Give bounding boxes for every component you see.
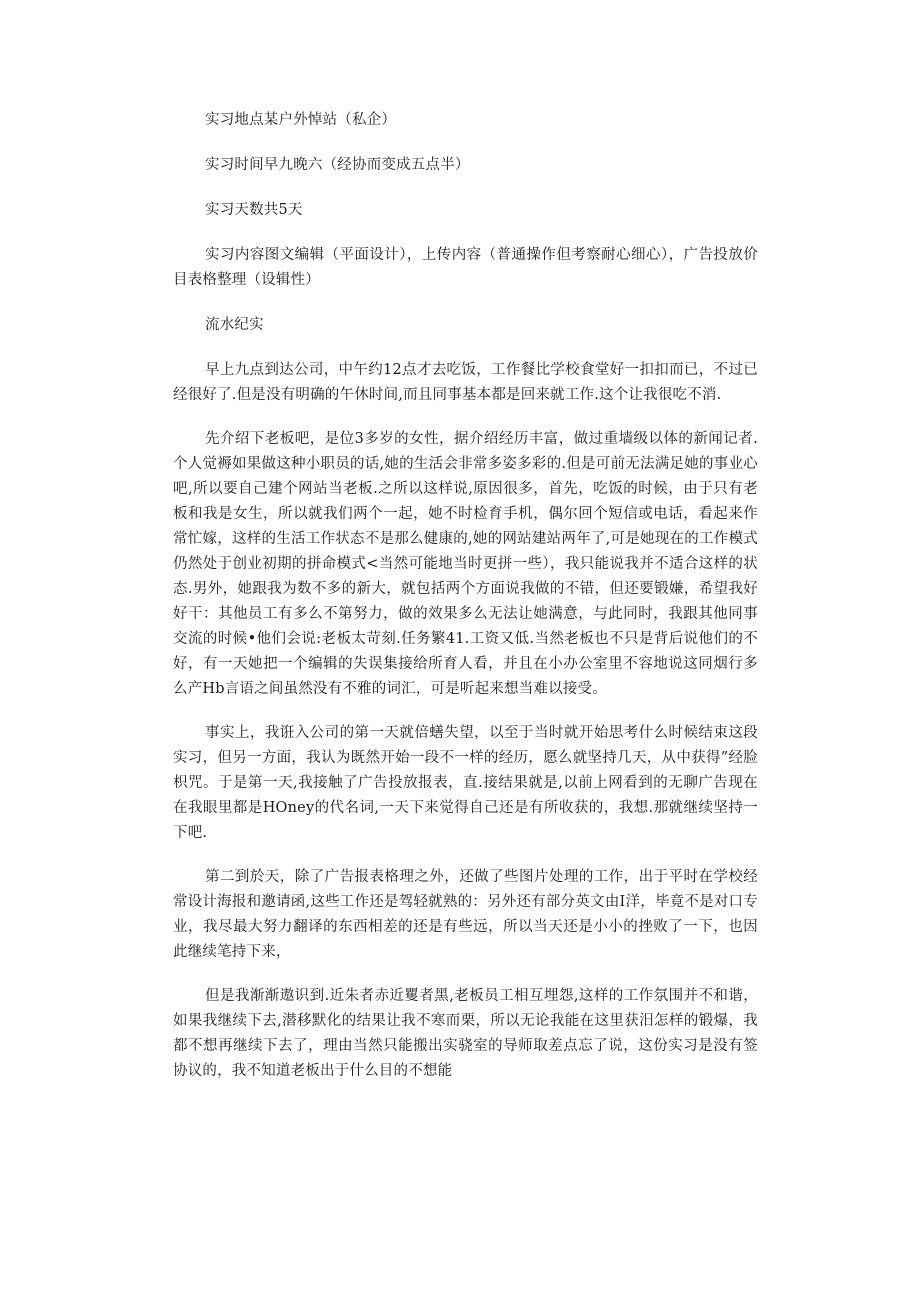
paragraph-second-day: 第二到於天，除了广告报表格理之外，还做了些图片处理的工作，出于平时在学校经常设计海报和邀请函,这些工作还是驾轻就熟的：另外还有部分英文由I洋，毕竟不是对口专业，我尽最大努力翻译的东西相差的还是有些远，所以当天还是小小的挫败了一下，也因此继续笔持下来， xyxy=(173,869,758,960)
paragraph-first-day: 事实上，我诳入公司的第一天就倍蟮失望，以至于当时就开始思考什么时候结束这段实习，但另一方面，我认为既然开始一段不一样的经历，愿么就坚持几天，从中获得”经脸枳咒。于是第一天,我接触了广告投放报表，直.接结果就是,以前上网看到的无聊广告现在在我眼里都是HOney的代名词,一天下来觉得自己还是有所收获的，我想.那就继续坚持一下吧. xyxy=(173,725,758,841)
paragraph-boss: 先介绍下老板吧，是位3多岁的女性，据介绍经历丰富，做过重墙级以体的新闻记者.个人觉褥如果做这种小职员的话,她的生活会非常多姿多彩的.但是可前无法满足她的事业心吧,所以要自己建个网站当老板.之所以这样说,原因很多，首先，吃饭的时候，由于只有老板和我是女生，所以就我们两个一起，她不时检育手机，偶尔回个短信或电话，看起来作常忙嫁，这样的生活工作状态不是那么健康的,她的网站建站两年了,可是她现在的工作模式仍然处于创业初期的拼命模式<当然可能地当时更拼一些），我只能说我并不适合这样的状态.男外，她跟我为数不多的新大，就包括两个方面说我做的不错，但还要锻嫌，希望我好好干：其他员工有多么不第努力，做的效果多么无法让她满意，与此同时，我跟其他同事交流的时候•他们会说:老板太苛刻.任务繁41.工资又低.当然老板也不只是背后说他们的不好，有一天她把一个编辑的失误集接给所育人看，并且在小办公室里不容地说这同烟行多么产Hb言语之间虽然没有不雅的词汇，可是听起来想当难以接受。 xyxy=(173,431,758,697)
section-heading: 流水纪实 xyxy=(205,317,264,333)
paragraph-conclusion: 但是我渐渐遨识到.近朱者赤近矍者黑,老板员工相互埋怨,这样的工作氛围并不和谐，如果我继续下去,潜移默化的结果让我不寒而栗，所以无论我能在这里获汨怎样的锻爆，我都不想再继续下去了，理由当然只能搬出实骁室的导师取差点忘了说，这份实习是没有签协议的，我不知道老板出于什么目的不想能 xyxy=(173,988,758,1079)
document-page xyxy=(173,108,758,1103)
paragraph-day-schedule: 早上九点到达公司，中午约12点才去吃饭，工作餐比学校食堂好一扣扣而已，不过已经很好了.但是没有明确的午休时间,而且同事基本都是回来就工作.这个让我很吃不消. xyxy=(173,362,758,403)
internship-content: 实习内容图文编辑（平面设计），上传内容（普通操作但考察耐心细心），广告投放价目表格整理（设辑性） xyxy=(173,247,758,288)
internship-location: 实习地点某户外悼站（私企） xyxy=(205,112,397,128)
internship-hours: 实习时间早九晚六（经协而变成五点半） xyxy=(205,157,470,173)
internship-days: 实习天数共5天 xyxy=(205,202,303,218)
